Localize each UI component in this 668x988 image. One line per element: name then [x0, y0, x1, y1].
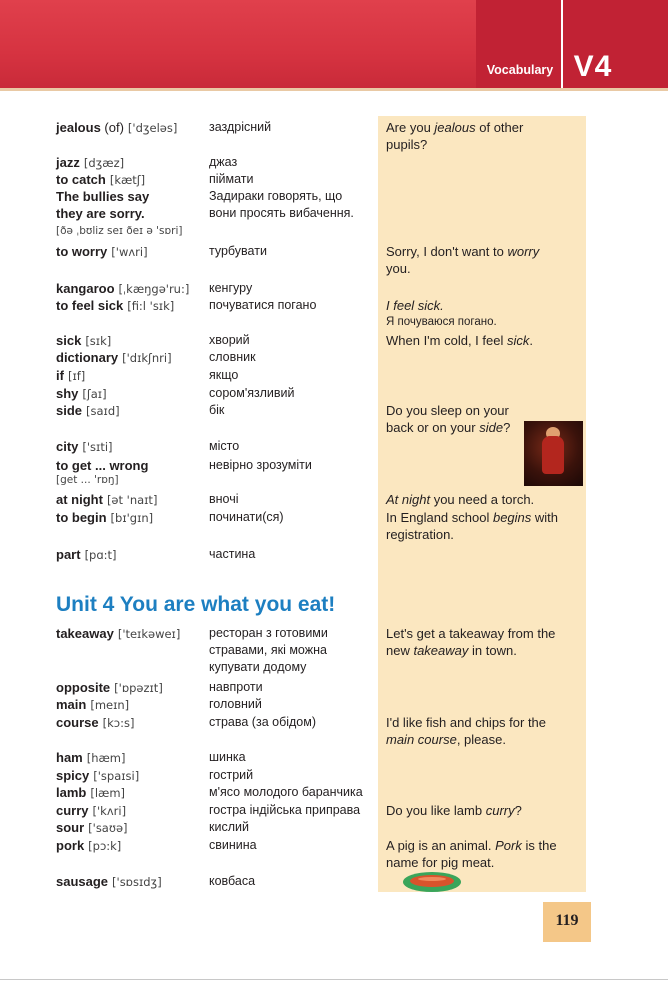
example-text: with	[531, 510, 559, 525]
translation-line: словник	[209, 350, 256, 364]
sausage-highlight	[418, 877, 446, 881]
headword	[56, 457, 206, 474]
translation-line: вночі	[209, 492, 239, 506]
headword-text: to get ... wrong	[56, 458, 149, 473]
headword-text: to feel sick	[56, 298, 124, 313]
example-line	[386, 837, 586, 854]
headword	[56, 205, 206, 222]
translation	[209, 188, 384, 205]
pronunciation: ['spaɪsi]	[93, 769, 140, 783]
example-text: new	[386, 643, 414, 658]
example	[386, 243, 586, 277]
translation-line: сором'язливий	[209, 386, 295, 400]
translation	[209, 714, 384, 731]
example	[386, 714, 586, 748]
headword	[56, 438, 206, 456]
translation-line: бік	[209, 403, 225, 417]
example-text: When I'm cold, I feel	[386, 333, 507, 348]
translation-line: починати(ся)	[209, 510, 284, 524]
headword	[56, 509, 206, 527]
example-text: of other	[475, 120, 524, 135]
translation	[209, 154, 384, 171]
example	[386, 297, 586, 314]
example-text: is the	[521, 838, 557, 853]
pronunciation: ['sɒsɪdʒ]	[112, 875, 162, 889]
pronunciation: [bɪ'gɪn]	[110, 511, 154, 525]
example-text: jealous	[434, 120, 476, 135]
sausage-image	[402, 869, 462, 893]
pronunciation: ['saʊə]	[88, 821, 128, 835]
translation	[209, 802, 384, 819]
pronunciation: [ʃaɪ]	[82, 387, 107, 401]
headword	[56, 119, 206, 137]
example-text: In England school	[386, 510, 493, 525]
headword-text: kangaroo	[56, 281, 115, 296]
example-line	[386, 714, 586, 731]
translation	[209, 119, 384, 136]
section-label: Vocabulary	[486, 63, 554, 77]
figure-body	[542, 436, 564, 474]
headword	[56, 714, 206, 732]
example-text: .	[529, 333, 533, 348]
translation	[209, 385, 384, 402]
example-text: in town.	[468, 643, 517, 658]
example-line: registration.	[386, 527, 454, 542]
header-divider	[0, 88, 668, 91]
headword	[56, 784, 206, 802]
headword-text: side	[56, 403, 83, 418]
example	[386, 332, 586, 349]
example	[386, 119, 586, 153]
translation-line: турбувати	[209, 244, 267, 258]
example-text: Do you sleep on your	[386, 403, 509, 418]
example-text: ?	[503, 420, 511, 435]
headword	[56, 802, 206, 820]
translation-line: купувати додому	[209, 660, 307, 674]
translation	[209, 767, 384, 784]
headword	[56, 625, 206, 643]
headword-text: The bullies say	[56, 189, 150, 204]
translation	[209, 749, 384, 766]
pronunciation: [kɔ:s]	[102, 716, 135, 730]
example	[386, 837, 586, 871]
headword	[56, 491, 206, 509]
example-line	[386, 119, 586, 136]
example-text: ?	[514, 803, 522, 818]
pronunciation: ['dʒeləs]	[127, 121, 178, 135]
translation	[209, 402, 384, 419]
translation-line: страва (за обідом)	[209, 715, 317, 729]
headword-text: lamb	[56, 785, 87, 800]
example-line	[386, 243, 586, 260]
example-line	[386, 332, 586, 349]
translation-line: м'ясо молодого баранчика	[209, 785, 363, 799]
example-text: Are you	[386, 120, 435, 135]
example-text: takeaway	[413, 643, 469, 658]
pronunciation: [sɪk]	[85, 334, 112, 348]
sleeping-boy-image	[524, 421, 583, 486]
pronunciation-get-wrong: [get ... 'rɒŋ]	[56, 474, 119, 486]
headword-text: city	[56, 439, 79, 454]
example-text: Do you like lamb	[386, 803, 486, 818]
headword-text: if	[56, 368, 64, 383]
headword	[56, 873, 206, 891]
pronunciation: [ət 'naɪt]	[106, 493, 158, 507]
example-line: pupils?	[386, 137, 428, 152]
headword-text: dictionary	[56, 350, 119, 365]
example-text: side	[479, 420, 504, 435]
translation	[209, 625, 384, 676]
example-line	[386, 642, 586, 659]
translation-line: гострий	[209, 768, 254, 782]
pronunciation-bullies: [ðə ˌbʊliz seɪ ðeɪ ə 'sɒri]	[56, 225, 183, 237]
pronunciation: [hæm]	[86, 751, 126, 765]
translation	[209, 546, 384, 563]
example-text: worry	[507, 244, 540, 259]
pronunciation: [meɪn]	[90, 698, 130, 712]
headword-text: sour	[56, 820, 85, 835]
translation	[209, 837, 384, 854]
translation-line: кислий	[209, 820, 249, 834]
translation-line: почуватися погано	[209, 298, 317, 312]
translation	[209, 332, 384, 349]
headword	[56, 154, 206, 172]
pronunciation: ['kʌri]	[92, 804, 127, 818]
example-line	[386, 731, 586, 748]
translation-line: навпроти	[209, 680, 263, 694]
translation	[209, 297, 384, 314]
headword-suffix: (of)	[100, 120, 124, 135]
pronunciation: [fi:l 'sɪk]	[127, 299, 175, 313]
translation	[209, 171, 384, 188]
headword	[56, 349, 206, 367]
translation	[209, 491, 384, 508]
headword-text: course	[56, 715, 99, 730]
pronunciation: [læm]	[90, 786, 126, 800]
page-number: 119	[555, 912, 579, 929]
headword-text: sausage	[56, 874, 109, 889]
example-text: A pig is an animal.	[386, 838, 496, 853]
headword-text: shy	[56, 386, 79, 401]
translation-line: ковбаса	[209, 874, 256, 888]
translation	[209, 784, 384, 801]
headword-text: pork	[56, 838, 85, 853]
translation	[209, 873, 384, 890]
pronunciation: [pɔ:k]	[88, 839, 122, 853]
headword-text: part	[56, 547, 81, 562]
example	[386, 509, 586, 543]
example-text: , please.	[456, 732, 506, 747]
headword	[56, 767, 206, 785]
example-line	[386, 509, 586, 526]
pronunciation: ['teɪkəweɪ]	[117, 627, 181, 641]
example-text: I'd like fish and chips for the	[386, 715, 547, 730]
translation-line: кенгуру	[209, 281, 253, 295]
example-text: Pork	[495, 838, 522, 853]
translation	[209, 367, 384, 384]
example	[386, 625, 586, 659]
translation-line: хворий	[209, 333, 250, 347]
example-line	[386, 402, 586, 419]
translation	[209, 205, 384, 222]
example-line	[386, 297, 586, 314]
translation-line: місто	[209, 439, 240, 453]
example-text: At night	[386, 492, 431, 507]
example-text: main course	[386, 732, 457, 747]
translation-line: свинина	[209, 838, 257, 852]
translation	[209, 243, 384, 260]
headword	[56, 385, 206, 403]
pronunciation: ['dɪkʃnri]	[122, 351, 172, 365]
example-line	[386, 802, 586, 819]
pronunciation: [kætʃ]	[109, 173, 146, 187]
example-line	[386, 491, 586, 508]
example-text: sick	[506, 333, 530, 348]
example-line: name for pig meat.	[386, 855, 495, 870]
headword-text: ham	[56, 750, 83, 765]
translation	[209, 509, 384, 526]
example-text: curry	[485, 803, 515, 818]
example-text: Let's get a takeaway from the	[386, 626, 556, 641]
translation-line: джаз	[209, 155, 238, 169]
headword	[56, 280, 206, 298]
translation-line: Задираки говорять, що	[209, 189, 343, 203]
example	[386, 802, 586, 819]
headword	[56, 837, 206, 855]
translation	[209, 280, 384, 297]
headword-text: main	[56, 697, 87, 712]
headword	[56, 367, 206, 385]
headword-text: jealous	[56, 120, 101, 135]
headword-text: to begin	[56, 510, 107, 525]
example-line	[386, 625, 586, 642]
headword	[56, 819, 206, 837]
translation-line: гостра індійська приправа	[209, 803, 361, 817]
headword-text: at night	[56, 492, 103, 507]
headword	[56, 546, 206, 564]
headword	[56, 749, 206, 767]
headword	[56, 188, 206, 205]
translation-line: піймати	[209, 172, 254, 186]
headword	[56, 171, 206, 189]
headword-text: to worry	[56, 244, 108, 259]
unit-title: Unit 4 You are what you eat!	[56, 593, 336, 616]
example-translation: Я почуваюся погано.	[386, 316, 497, 328]
translation-line: якщо	[209, 368, 239, 382]
example	[386, 491, 586, 508]
example-text: I feel sick.	[386, 298, 444, 313]
example-text: back or on your	[386, 420, 480, 435]
headword	[56, 243, 206, 261]
pronunciation: [saɪd]	[86, 404, 120, 418]
headword-text: spicy	[56, 768, 90, 783]
headword-text: takeaway	[56, 626, 114, 641]
translation	[209, 457, 384, 474]
headword-text: they are sorry.	[56, 206, 145, 221]
translation	[209, 696, 384, 713]
translation-line: невірно зрозуміти	[209, 458, 312, 472]
translation	[209, 679, 384, 696]
pronunciation: [dʒæz]	[83, 156, 125, 170]
translation-line: стравами, які можна	[209, 643, 327, 657]
headword-text: opposite	[56, 680, 111, 695]
translation	[209, 819, 384, 836]
headword	[56, 332, 206, 350]
example-line: you.	[386, 261, 411, 276]
translation-line: ресторан з готовими	[209, 626, 328, 640]
translation-line: вони просять вибачення.	[209, 206, 354, 220]
translation-line: шинка	[209, 750, 246, 764]
headword	[56, 297, 206, 315]
pronunciation: ['sɪti]	[82, 440, 113, 454]
headword-text: to catch	[56, 172, 106, 187]
pronunciation: ['ɒpəzɪt]	[114, 681, 163, 695]
translation	[209, 349, 384, 366]
pronunciation: [pɑ:t]	[84, 548, 117, 562]
translation-line: частина	[209, 547, 256, 561]
headword	[56, 679, 206, 697]
headword	[56, 696, 206, 714]
translation-line: головний	[209, 697, 262, 711]
headword-text: sick	[56, 333, 82, 348]
headword-text: jazz	[56, 155, 80, 170]
translation-line: заздрісний	[209, 120, 272, 134]
example-text: you need a torch.	[430, 492, 535, 507]
pronunciation: [ˌkæŋgə'ru:]	[118, 282, 190, 296]
example-text: Sorry, I don't want to	[386, 244, 508, 259]
headword-text: curry	[56, 803, 89, 818]
bottom-rule	[0, 979, 668, 980]
example-text: begins	[492, 510, 532, 525]
pronunciation: ['wʌri]	[111, 245, 148, 259]
translation	[209, 438, 384, 455]
headword	[56, 402, 206, 420]
section-code: V4	[573, 50, 613, 83]
pronunciation: [ɪf]	[67, 369, 86, 383]
